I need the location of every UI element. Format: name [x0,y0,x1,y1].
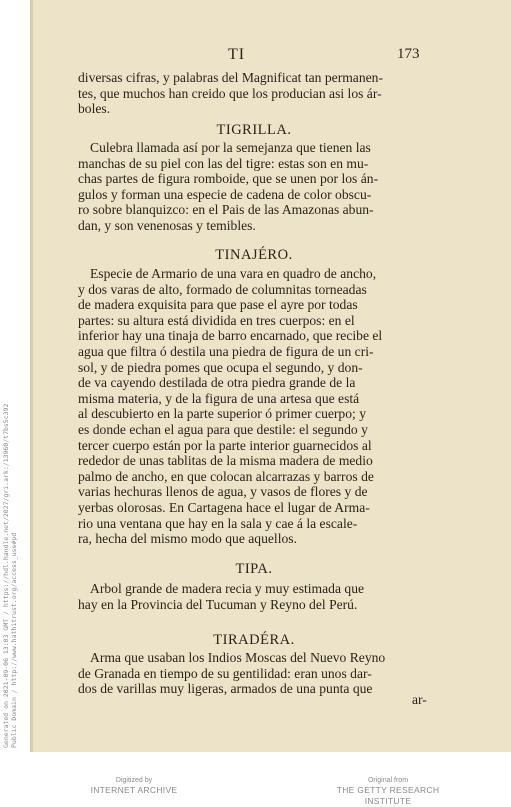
running-head: TI [228,46,246,63]
entry-line: Especie de Armario de una vara en quadro de ancho, [90,266,377,281]
entry-line: gulos y forman una especie de cadena de color obscu- [78,186,372,202]
entry-line: ro sobre blanquizco: en el Pais de las Amazonas abun- [78,202,374,218]
page-number: 173 [397,46,420,62]
entry-line: yerbas olorosas. En Cartagena hace el lugar de Arma- [78,499,370,515]
watermark-line: Public Domain / http://www.hathitrust.org/access_use#pd [10,532,18,748]
entry-line: Culebra llamada así por la semejanza que tienen las [90,140,371,155]
entry-text-tiradera [78,650,430,697]
digitized-by-credit [74,776,194,796]
intro-line: diversas cifras, y palabras del Magnificat tan permanen- [78,70,383,85]
credit-name: INTERNET ARCHIVE [90,785,178,795]
entry-line: de madera exquisita para que pase el ayre por todas [78,297,358,313]
entry-line: partes: su altura está dividida en tres cuerpos: en el [78,312,355,328]
watermark-line: Generated on 2021-09-06 13:03 GMT / https://hdl.handle.net/2027/gri.ark:/13960/t7bs5c392 [2,403,10,748]
entry-line: manchas de su piel con las del tigre: estas son en mu- [78,155,369,171]
entry-line: hay en la Provincia del Tucuman y Reyno del Perú. [78,596,358,612]
entry-text-tinajero [78,266,430,547]
entry-text-tigrilla [78,140,430,234]
entry-heading-tigrilla: TIGRILLA. [216,122,292,138]
entry-line: sol, y de piedra pomes que ocupa el segundo, y don- [78,359,363,375]
intro-line: tes, que muchos han creido que los producian asi los ár- [78,85,382,101]
entry-heading-tipa: TIPA. [235,561,273,577]
intro-paragraph [78,70,430,117]
entry-text-tipa [78,581,430,612]
entry-line: rio una ventana que hay en la sala y cae á la escale- [78,515,358,531]
page-edge [30,0,33,752]
entry-line: rededor de unas tablitas de la misma madera de medio [78,453,373,469]
entry-line: tercer cuerpo están por la parte interior guarnecidos al [78,437,372,453]
entry-line: ra, hecha del mismo modo que aquellos. [78,531,297,547]
entry-line: dan, y son venenosas y temibles. [78,217,256,233]
credit-caption: Digitized by [115,777,153,784]
generation-watermark [2,403,30,748]
entry-line: Arbol grande de madera recia y muy estimada que [90,581,365,596]
entry-line: inferior hay una tinaja de barro encarnado, que recibe el [78,328,383,344]
entry-line: agua que filtra ó destila una piedra de figura de un cri- [78,343,374,359]
original-from-credit [318,776,458,807]
entry-line: es donde echan el agua para que destile: el segundo y [78,421,368,437]
entry-line: Arma que usaban los Indios Moscas del Nuevo Reyno [90,650,386,665]
credit-name: THE GETTY RESEARCH INSTITUTE [336,785,440,806]
entry-heading-tiradera: TIRADÉRA. [213,632,295,648]
entry-heading-tinajero: TINAJÉRO. [215,247,293,263]
entry-line: de Granada en tiempo de su gentilidad: eran unos dar- [78,665,372,681]
intro-line: boles. [78,101,111,117]
entry-line: chas partes de figura romboide, que se unen por los án- [78,171,379,187]
entry-line: y dos varas de alto, formado de columnitas torneadas [78,281,367,297]
entry-line: de va cayendo destilada de otra piedra grande de la [78,375,356,391]
entry-line: misma materia, y de la figura de una artesa que está [78,390,360,406]
catchword: ar- [412,692,427,707]
credit-caption: Original from [367,777,409,784]
entry-line: dos de varillas muy ligeras, armados de una punta que [78,681,373,697]
entry-line: palmo de ancho, en que colocan alcarrazas y barros de [78,468,374,484]
entry-line: varias hechuras llenos de agua, y vasos de flores y de [78,484,368,500]
entry-line: al descubierto en la parte superior ó primer cuerpo; y [78,406,366,422]
